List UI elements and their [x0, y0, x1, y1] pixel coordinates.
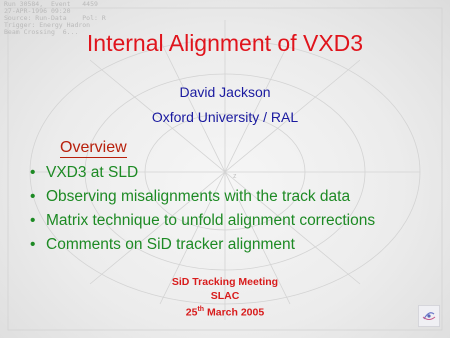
event-info-line: Trigger: Energy Hadron: [4, 21, 91, 29]
bullet-item: [30, 187, 375, 211]
bullet-dot: •: [30, 236, 36, 253]
bullet-dot: •: [30, 188, 36, 205]
bullet-dot: •: [30, 212, 36, 229]
bullet-text: Matrix technique to unfold alignment corrections: [46, 212, 376, 229]
slide-title: Internal Alignment of VXD3: [86, 30, 364, 56]
meeting-date-rest: March 2005: [204, 306, 265, 319]
bullet-text: Comments on SiD tracker alignment: [46, 236, 295, 253]
event-info-line: 27-APR-1996 09:20: [4, 7, 71, 15]
bullet-list: [30, 163, 375, 259]
bullet-dot: •: [30, 164, 36, 181]
overview-heading: Overview: [60, 139, 127, 156]
bullet-item: [30, 235, 375, 259]
bullet-text: VXD3 at SLD: [46, 164, 139, 181]
bullet-text: Observing misalignments with the track data: [46, 188, 351, 205]
meeting-location: SLAC: [210, 290, 240, 302]
meeting-name: SiD Tracking Meeting: [171, 276, 279, 288]
event-info-line: Run 30584, Event 4459: [4, 0, 98, 8]
event-info-line: Beam Crossing 6...: [4, 28, 79, 36]
bullet-item: [30, 163, 375, 187]
axis-label: z: [233, 173, 237, 180]
meeting-date-suffix: th: [197, 306, 205, 313]
meeting-info: [0, 275, 450, 320]
sld-logo-icon: [418, 305, 440, 327]
author-affiliation: Oxford University / RAL: [151, 109, 299, 125]
meeting-date-day: 25: [185, 306, 198, 319]
bullet-item: [30, 211, 375, 235]
meeting-date: [0, 303, 450, 320]
author-name: David Jackson: [179, 84, 271, 100]
event-info-line: Source: Run-Data Pol: R: [4, 14, 106, 22]
